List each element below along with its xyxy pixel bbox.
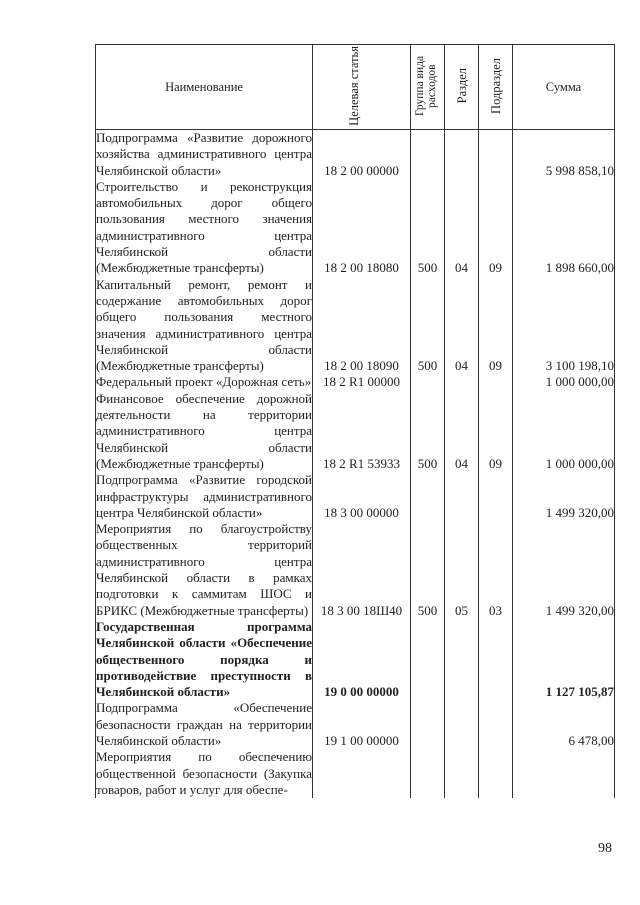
row-name: Подпрограмма «Развитие дорожного хозяйства административного центра Челябинской области» <box>96 130 312 178</box>
row-group <box>411 700 445 749</box>
table-row <box>96 472 615 521</box>
row-sum: 1 898 660,00 <box>513 179 615 277</box>
header-section: Раздел <box>454 67 469 104</box>
table-header-row <box>96 45 615 130</box>
table-row <box>96 521 615 619</box>
table-row <box>96 374 615 390</box>
row-group <box>411 619 445 700</box>
row-name: Федеральный проект «Дорожная сеть» <box>96 374 312 390</box>
row-subsection <box>479 374 513 390</box>
row-name: Подпрограмма «Обеспечение безопасности граждан на территории Челябинской области» <box>96 700 312 748</box>
row-group <box>411 130 445 179</box>
row-sum: 1 127 105,87 <box>513 619 615 700</box>
header-group: Группа вида расходов <box>413 55 438 116</box>
row-code <box>313 749 411 798</box>
row-sum: 3 100 198,10 <box>513 277 615 375</box>
row-group <box>411 472 445 521</box>
row-sum: 1 000 000,00 <box>513 391 615 472</box>
row-group: 500 <box>411 179 445 277</box>
row-section <box>445 700 479 749</box>
row-code: 18 3 00 00000 <box>313 472 411 521</box>
row-section <box>445 749 479 798</box>
budget-table <box>95 44 615 798</box>
row-subsection: 03 <box>479 521 513 619</box>
row-group: 500 <box>411 391 445 472</box>
row-subsection <box>479 130 513 179</box>
row-group <box>411 374 445 390</box>
row-name: Государственная программа Челябинской области «Обеспечение общественного порядка и противодействие преступности в Челябинской области» <box>96 618 312 700</box>
table-row <box>96 749 615 798</box>
row-code: 18 2 00 00000 <box>313 130 411 179</box>
row-group <box>411 749 445 798</box>
table-row <box>96 700 615 749</box>
page-number: 98 <box>598 841 612 856</box>
row-name: Финансовое обеспечение дорожной деятельности на территории административного центра Челябинской области (Межбюджетные трансферты) <box>96 390 312 471</box>
row-code: 19 1 00 00000 <box>313 700 411 749</box>
row-code: 19 0 00 00000 <box>313 619 411 700</box>
row-name: Мероприятия по обеспечению общественной безопасности (Закупка товаров, работ и услуг для обеспе- <box>96 749 312 797</box>
row-subsection <box>479 749 513 798</box>
row-group: 500 <box>411 521 445 619</box>
table-row <box>96 179 615 277</box>
table-row <box>96 277 615 375</box>
row-section <box>445 130 479 179</box>
row-sum: 6 478,00 <box>513 700 615 749</box>
table-row <box>96 619 615 700</box>
table-row <box>96 130 615 179</box>
row-code: 18 2 R1 00000 <box>313 374 411 390</box>
row-sum: 5 998 858,10 <box>513 130 615 179</box>
header-sum: Сумма <box>513 45 615 130</box>
row-name: Строительство и реконструкция автомобильных дорог общего пользования местного значения административного центра Челябинской области (Межбюджетные трансферты) <box>96 178 312 276</box>
row-subsection <box>479 619 513 700</box>
row-section <box>445 619 479 700</box>
row-subsection <box>479 700 513 749</box>
header-name: Наименование <box>96 45 313 130</box>
table-row <box>96 391 615 472</box>
row-name: Мероприятия по благоустройству общественных территорий административного центра Челябинской области в рамках подготовки к саммитам ШОС и БРИКС (Межбюджетные трансферты) <box>96 521 312 618</box>
row-group: 500 <box>411 277 445 375</box>
row-section <box>445 472 479 521</box>
row-section: 04 <box>445 277 479 375</box>
row-code: 18 2 00 18080 <box>313 179 411 277</box>
row-name: Подпрограмма «Развитие городской инфраструктуры административного центра Челябинской области» <box>96 472 312 520</box>
row-code: 18 3 00 18Ш40 <box>313 521 411 619</box>
header-target: Целевая статья <box>346 45 361 126</box>
header-subsection: Подраздел <box>488 57 503 114</box>
row-sum <box>513 749 615 798</box>
row-name: Капитальный ремонт, ремонт и содержание автомобильных дорог общего пользования местного значения административного центра Челябинской области (Межбюджетные трансферты) <box>96 276 312 374</box>
row-code: 18 2 00 18090 <box>313 277 411 375</box>
row-section: 04 <box>445 179 479 277</box>
row-section <box>445 374 479 390</box>
row-section: 05 <box>445 521 479 619</box>
row-section: 04 <box>445 391 479 472</box>
row-subsection <box>479 472 513 521</box>
row-subsection: 09 <box>479 391 513 472</box>
row-subsection: 09 <box>479 179 513 277</box>
row-sum: 1 000 000,00 <box>513 374 615 390</box>
row-sum: 1 499 320,00 <box>513 521 615 619</box>
row-sum: 1 499 320,00 <box>513 472 615 521</box>
row-subsection: 09 <box>479 277 513 375</box>
row-code: 18 2 R1 53933 <box>313 391 411 472</box>
